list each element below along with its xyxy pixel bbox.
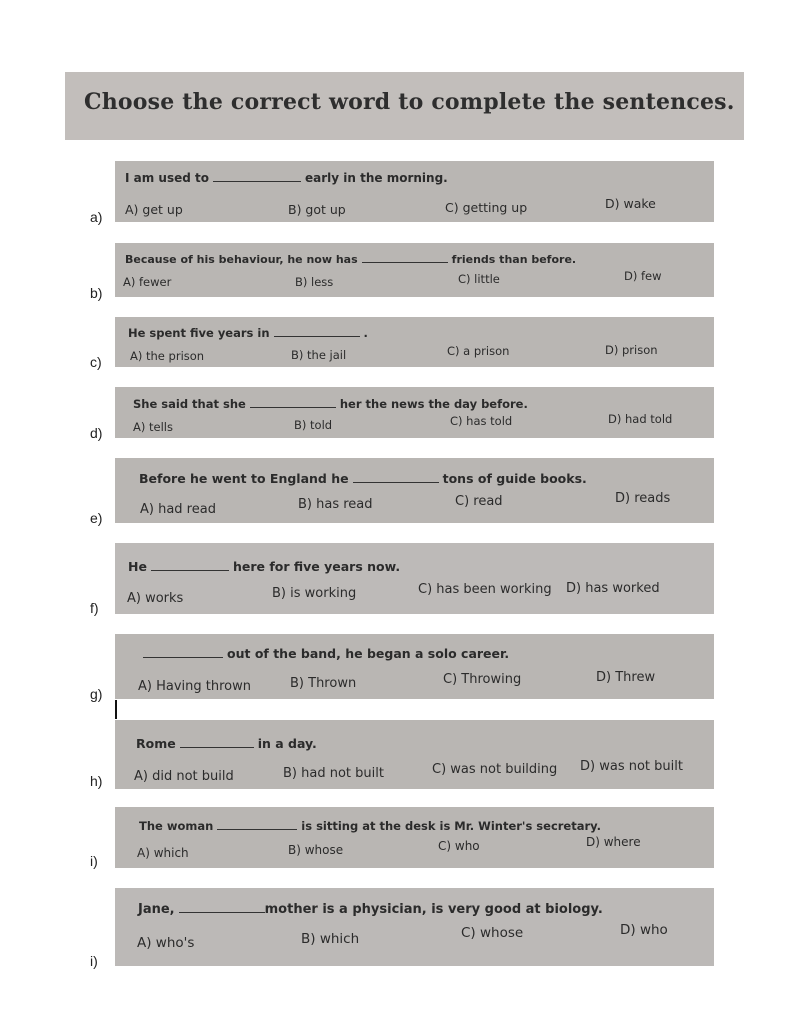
- stem-before: Jane,: [138, 902, 175, 917]
- stem-before: He: [128, 559, 147, 574]
- answer-blank: [180, 735, 254, 748]
- question-letter: f): [90, 600, 99, 616]
- question-card: [115, 387, 714, 438]
- option-a[interactable]: A) tells: [133, 420, 173, 434]
- question-stem: [143, 645, 509, 661]
- option-a[interactable]: A) who's: [137, 935, 195, 951]
- answer-blank: [274, 324, 360, 337]
- question-letter: a): [90, 209, 103, 225]
- stem-before: I am used to: [125, 171, 209, 185]
- stem-after: early in the morning.: [305, 171, 448, 185]
- question-stem: [136, 735, 317, 751]
- option-c[interactable]: C) has told: [450, 414, 513, 428]
- question-letter: e): [90, 510, 103, 526]
- question-card: [115, 720, 714, 789]
- question-card: [115, 317, 714, 367]
- question-letter: i): [90, 953, 98, 969]
- option-c[interactable]: C) has been working: [418, 582, 552, 597]
- stem-before: Rome: [136, 736, 176, 751]
- page-title: Choose the correct word to complete the sentences.: [84, 89, 735, 115]
- answer-blank: [213, 169, 301, 182]
- option-a[interactable]: A) fewer: [123, 275, 172, 289]
- option-d[interactable]: D) reads: [615, 491, 671, 506]
- question-stem: [139, 470, 587, 486]
- question-letter: g): [90, 686, 103, 702]
- stem-after: out of the band, he began a solo career.: [227, 646, 510, 661]
- option-d[interactable]: D) few: [624, 269, 662, 283]
- stem-after: .: [363, 326, 368, 340]
- question-stem: [128, 558, 400, 574]
- stem-after: her the news the day before.: [339, 397, 528, 411]
- option-b[interactable]: B) the jail: [291, 348, 347, 362]
- stem-after: friends than before.: [451, 253, 577, 266]
- answer-blank: [217, 817, 297, 830]
- option-b[interactable]: B) Thrown: [290, 676, 357, 691]
- question-card: [115, 161, 714, 222]
- question-stem: [125, 250, 576, 266]
- option-c[interactable]: C) was not building: [432, 762, 558, 777]
- question-stem: [139, 817, 601, 833]
- question-card: [115, 458, 714, 523]
- option-a[interactable]: A) works: [127, 591, 184, 606]
- answer-blank: [353, 470, 439, 483]
- option-d[interactable]: D) Threw: [596, 670, 656, 685]
- stem-before: She said that she: [133, 397, 246, 411]
- stem-before: Before he went to England he: [139, 471, 349, 486]
- option-d[interactable]: D) prison: [605, 343, 658, 357]
- option-d[interactable]: D) has worked: [566, 581, 660, 596]
- option-b[interactable]: B) less: [295, 275, 334, 289]
- question-card: [115, 888, 714, 966]
- stem-after: mother is a physician, is very good at biology.: [264, 902, 603, 917]
- option-c[interactable]: C) little: [458, 272, 500, 286]
- option-b[interactable]: B) is working: [272, 586, 357, 601]
- question-letter: h): [90, 773, 103, 789]
- option-d[interactable]: D) where: [586, 835, 641, 849]
- question-stem: [128, 324, 368, 340]
- option-d[interactable]: D) had told: [608, 412, 673, 426]
- question-card: [115, 243, 714, 297]
- option-a[interactable]: A) the prison: [130, 349, 205, 363]
- answer-blank: [151, 558, 229, 571]
- stem-after: tons of guide books.: [442, 471, 587, 486]
- question-letter: b): [90, 285, 103, 301]
- option-c[interactable]: C) who: [438, 839, 480, 853]
- answer-blank: [362, 250, 448, 263]
- question-letter: d): [90, 425, 103, 441]
- answer-blank: [250, 395, 336, 408]
- stem-before: The woman: [139, 819, 214, 833]
- option-b[interactable]: B) has read: [298, 497, 373, 512]
- option-b[interactable]: B) whose: [288, 843, 344, 857]
- option-c[interactable]: C) whose: [461, 925, 524, 941]
- text-cursor: [115, 700, 117, 719]
- option-a[interactable]: A) Having thrown: [138, 679, 251, 694]
- question-letter: c): [90, 354, 102, 370]
- option-a[interactable]: A) had read: [140, 502, 216, 517]
- option-c[interactable]: C) Throwing: [443, 672, 522, 687]
- option-b[interactable]: B) told: [294, 418, 333, 432]
- stem-after: in a day.: [257, 736, 317, 751]
- option-b[interactable]: B) which: [301, 931, 360, 947]
- stem-after: is sitting at the desk is Mr. Winter's secretary.: [301, 819, 601, 833]
- question-stem: [138, 900, 603, 917]
- question-card: [115, 543, 714, 614]
- option-d[interactable]: D) who: [620, 922, 668, 938]
- option-d[interactable]: D) was not built: [580, 759, 683, 774]
- option-b[interactable]: B) had not built: [283, 766, 384, 781]
- question-card: [115, 807, 714, 868]
- option-c[interactable]: C) read: [455, 494, 503, 509]
- option-d[interactable]: D) wake: [605, 196, 656, 211]
- option-c[interactable]: C) a prison: [447, 344, 510, 358]
- option-a[interactable]: A) get up: [125, 202, 183, 217]
- option-a[interactable]: A) which: [137, 846, 189, 860]
- option-c[interactable]: C) getting up: [445, 200, 528, 215]
- stem-after: here for five years now.: [232, 559, 401, 574]
- stem-before: Because of his behaviour, he now has: [125, 253, 358, 266]
- option-b[interactable]: B) got up: [288, 202, 346, 217]
- question-stem: [133, 395, 528, 411]
- title-banner: [65, 72, 744, 140]
- question-stem: [125, 169, 448, 185]
- question-card: [115, 634, 714, 699]
- option-a[interactable]: A) did not build: [134, 769, 234, 784]
- question-letter: i): [90, 853, 98, 869]
- answer-blank: [143, 645, 223, 658]
- answer-blank: [179, 900, 265, 913]
- stem-before: He spent five years in: [128, 326, 270, 340]
